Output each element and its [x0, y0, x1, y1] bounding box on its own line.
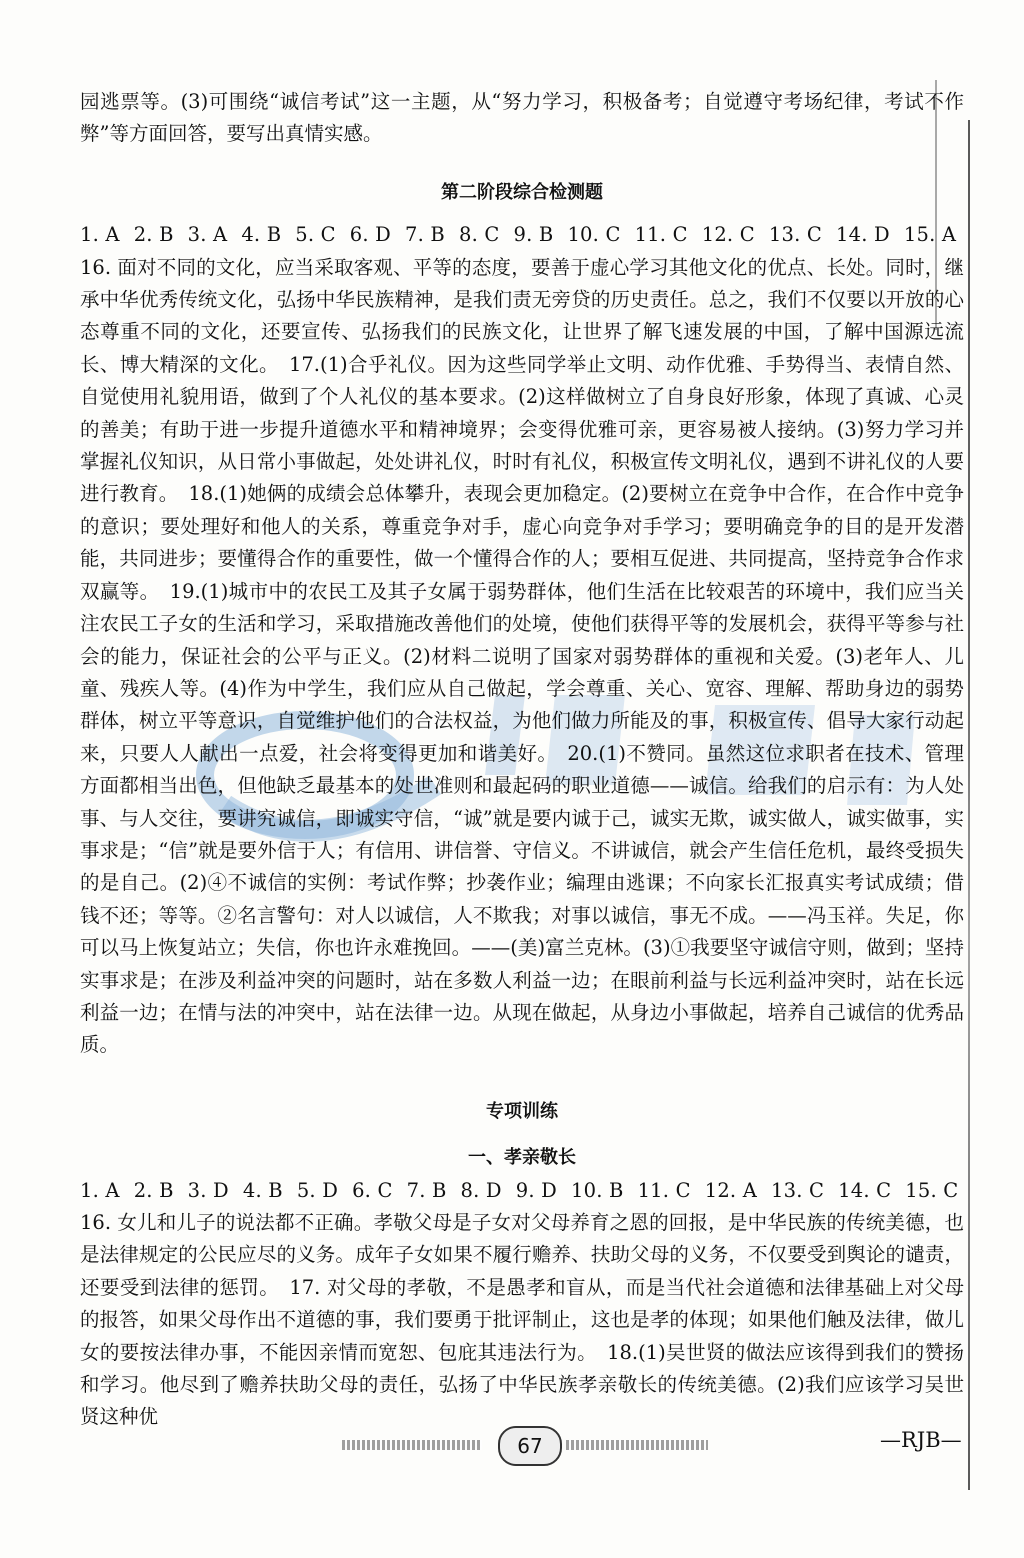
- multiple-choice-answers-1: [80, 219, 964, 251]
- binding-rule: [968, 120, 970, 1490]
- series-code: —RJB—: [880, 1428, 962, 1452]
- answer-item: 10. C: [567, 223, 621, 247]
- answer-item: 8. C: [458, 223, 500, 247]
- footer-ornament-left: [342, 1440, 482, 1450]
- answer-item: 11. C: [634, 223, 688, 247]
- multiple-choice-answers-2: [80, 1175, 964, 1207]
- answer-item: 3. A: [187, 223, 228, 247]
- subsection-title: 一、孝亲敬长: [468, 1147, 576, 1169]
- section-title-stage-two: 第二阶段综合检测题: [441, 181, 603, 203]
- answer-item: 6. D: [349, 223, 392, 247]
- answer-item: 12. A: [704, 1178, 758, 1202]
- answer-item: 8. D: [460, 1178, 502, 1202]
- intro-paragraph: 园逃票等。(3)可围绕“诚信考试”这一主题，从“努力学习，积极备考；自觉遵守考场纪律，考试不作弊”等方面回答，要写出真情实感。: [80, 90, 964, 146]
- answer-item: 13. C: [771, 1178, 825, 1202]
- answer-item: 1. A: [80, 223, 120, 247]
- section1-body: 16. 面对不同的文化，应当采取客观、平等的态度，要善于虚心学习其他文化的优点、长处。同时，继承中华优秀传统文化，弘扬中华民族精神，是我们责无旁贷的历史责任。总之，我们不仅要以开放的心态尊重不同的文化，还要宣传、弘扬我们的民族文化，让世界了解飞速发展的中国，了解中国源远流长、博大精深的文化。 17.(1)合乎礼仪。因为这些同学举止文明、动作优雅、手势得当、表情自然、自觉使用礼貌用语，做到了个人礼仪的基本要求。(2)这样做树立了自身良好形象，体现了真诚、心灵的善美；有助于进一步提升道德水平和精神境界；会变得优雅可亲，更容易被人接纳。(3)努力学习并掌握礼仪知识，从日常小事做起，处处讲礼仪，时时有礼仪，积极宣传文明礼仪，遇到不讲礼仪的人要进行教育。 18.(1)她俩的成绩会总体攀升，表现会更加稳定。(2)要树立在竞争中合作，在合作中竞争的意识；要处理好和他人的关系，尊重竞争对手，虚心向竞争对手学习；要明确竞争的目的是开发潜能，共同进步；要懂得合作的重要性，做一个懂得合作的人；要相互促进、共同提高，坚持竞争合作求双赢等。 19.(1)城市中的农民工及其子女属于弱势群体，他们生活在比较艰苦的环境中，我们应当关注农民工子女的生活和学习，采取措施改善他们的处境，使他们获得平等的发展机会，获得平等参与社会的能力，保证社会的公平与正义。(2)材料二说明了国家对弱势群体的重视和关爱。(3)老年人、儿童、残疾人等。(4)作为中学生，我们应从自己做起，学会尊重、关心、宽容、理解、帮助身边的弱势群体，树立平等意识，自觉维护他们的合法权益，为他们做力所能及的事，积极宣传、倡导大家行动起来，只要人人献出一点爱，社会将变得更加和谐美好。 20.(1)不赞同。虽然这位求职者在技术、管理方面都相当出色，但他缺乏最基本的处世准则和最起码的职业道德——诚信。给我们的启示有：为人处事、与人交往，要讲究诚信，即诚实守信，“诚”就是要内诚于己，诚实无欺，诚实做人，诚实做事，实事求是；“信”就是要外信于人；有信用、讲信誉、守信义。不讲诚信，就会产生信任危机，最终受损失的是自己。(2)④不诚信的实例：考试作弊；抄袭作业；编理由逃课；不向家长汇报真实考试成绩；借钱不还；等等。②名言警句：对人以诚信，人不欺我；对事以诚信，事无不成。——冯玉祥。失足，你可以马上恢复站立；失信，你也许永难挽回。——(美)富兰克林。(3)①我要坚守诚信守则，做到；坚持实事求是；在涉及利益冲突的问题时，站在多数人利益一边；在眼前利益与长远利益冲突时，站在长远利益一边；在情与法的冲突中，站在法律一边。从现在做起，从身边小事做起，培养自己诚信的优秀品质。: [80, 255, 964, 1057]
- answer-item: 14. C: [838, 1178, 892, 1202]
- answer-item: 14. D: [836, 223, 890, 247]
- answer-item: 1. A: [80, 1178, 120, 1202]
- page-number: 67: [498, 1426, 562, 1466]
- answer-item: 11. C: [637, 1178, 691, 1202]
- answer-item: 7. B: [406, 1178, 447, 1202]
- answer-item: 2. B: [133, 1178, 174, 1202]
- section2-body: 16. 女儿和儿子的说法都不正确。孝敬父母是子女对父母养育之恩的回报，是中华民族的传统美德，也是法律规定的公民应尽的义务。成年子女如果不履行赡养、扶助父母的义务，不仅要受到舆论的谴责，还要受到法律的惩罚。 17. 对父母的孝敬，不是愚孝和盲从，而是当代社会道德和法律基础上对父母的报答，如果父母作出不道德的事，我们要勇于批评制止，这也是孝的体现；如果他们触及法律，做儿女的要按法律办事，不能因亲情而宽恕、包庇其违法行为。 18.(1)吴世贤的做法应该得到我们的赞扬和学习。他尽到了赡养扶助父母的责任，弘扬了中华民族孝亲敬长的传统美德。(2)我们应该学习吴世贤这种优: [80, 1211, 964, 1429]
- answer-item: 15. A: [903, 223, 957, 247]
- answer-item: 7. B: [405, 223, 445, 247]
- answer-item: 12. C: [701, 223, 755, 247]
- answer-item: 9. D: [515, 1178, 558, 1202]
- answer-item: 13. C: [768, 223, 822, 247]
- answer-item: 2. B: [133, 223, 174, 247]
- answer-item: 5. C: [295, 223, 336, 247]
- answer-content: [80, 86, 964, 1434]
- answer-item: 3. D: [187, 1178, 229, 1202]
- answer-item: 6. C: [352, 1178, 393, 1202]
- answer-item: 10. B: [571, 1178, 624, 1202]
- answer-item: 15. C: [905, 1178, 959, 1202]
- answer-item: 4. B: [241, 223, 282, 247]
- section-title-special-training: 专项训练: [486, 1100, 558, 1122]
- footer-ornament-right: [566, 1440, 708, 1450]
- answer-item: 9. B: [513, 223, 554, 247]
- answer-item: 5. D: [296, 1178, 339, 1202]
- answer-item: 4. B: [242, 1178, 283, 1202]
